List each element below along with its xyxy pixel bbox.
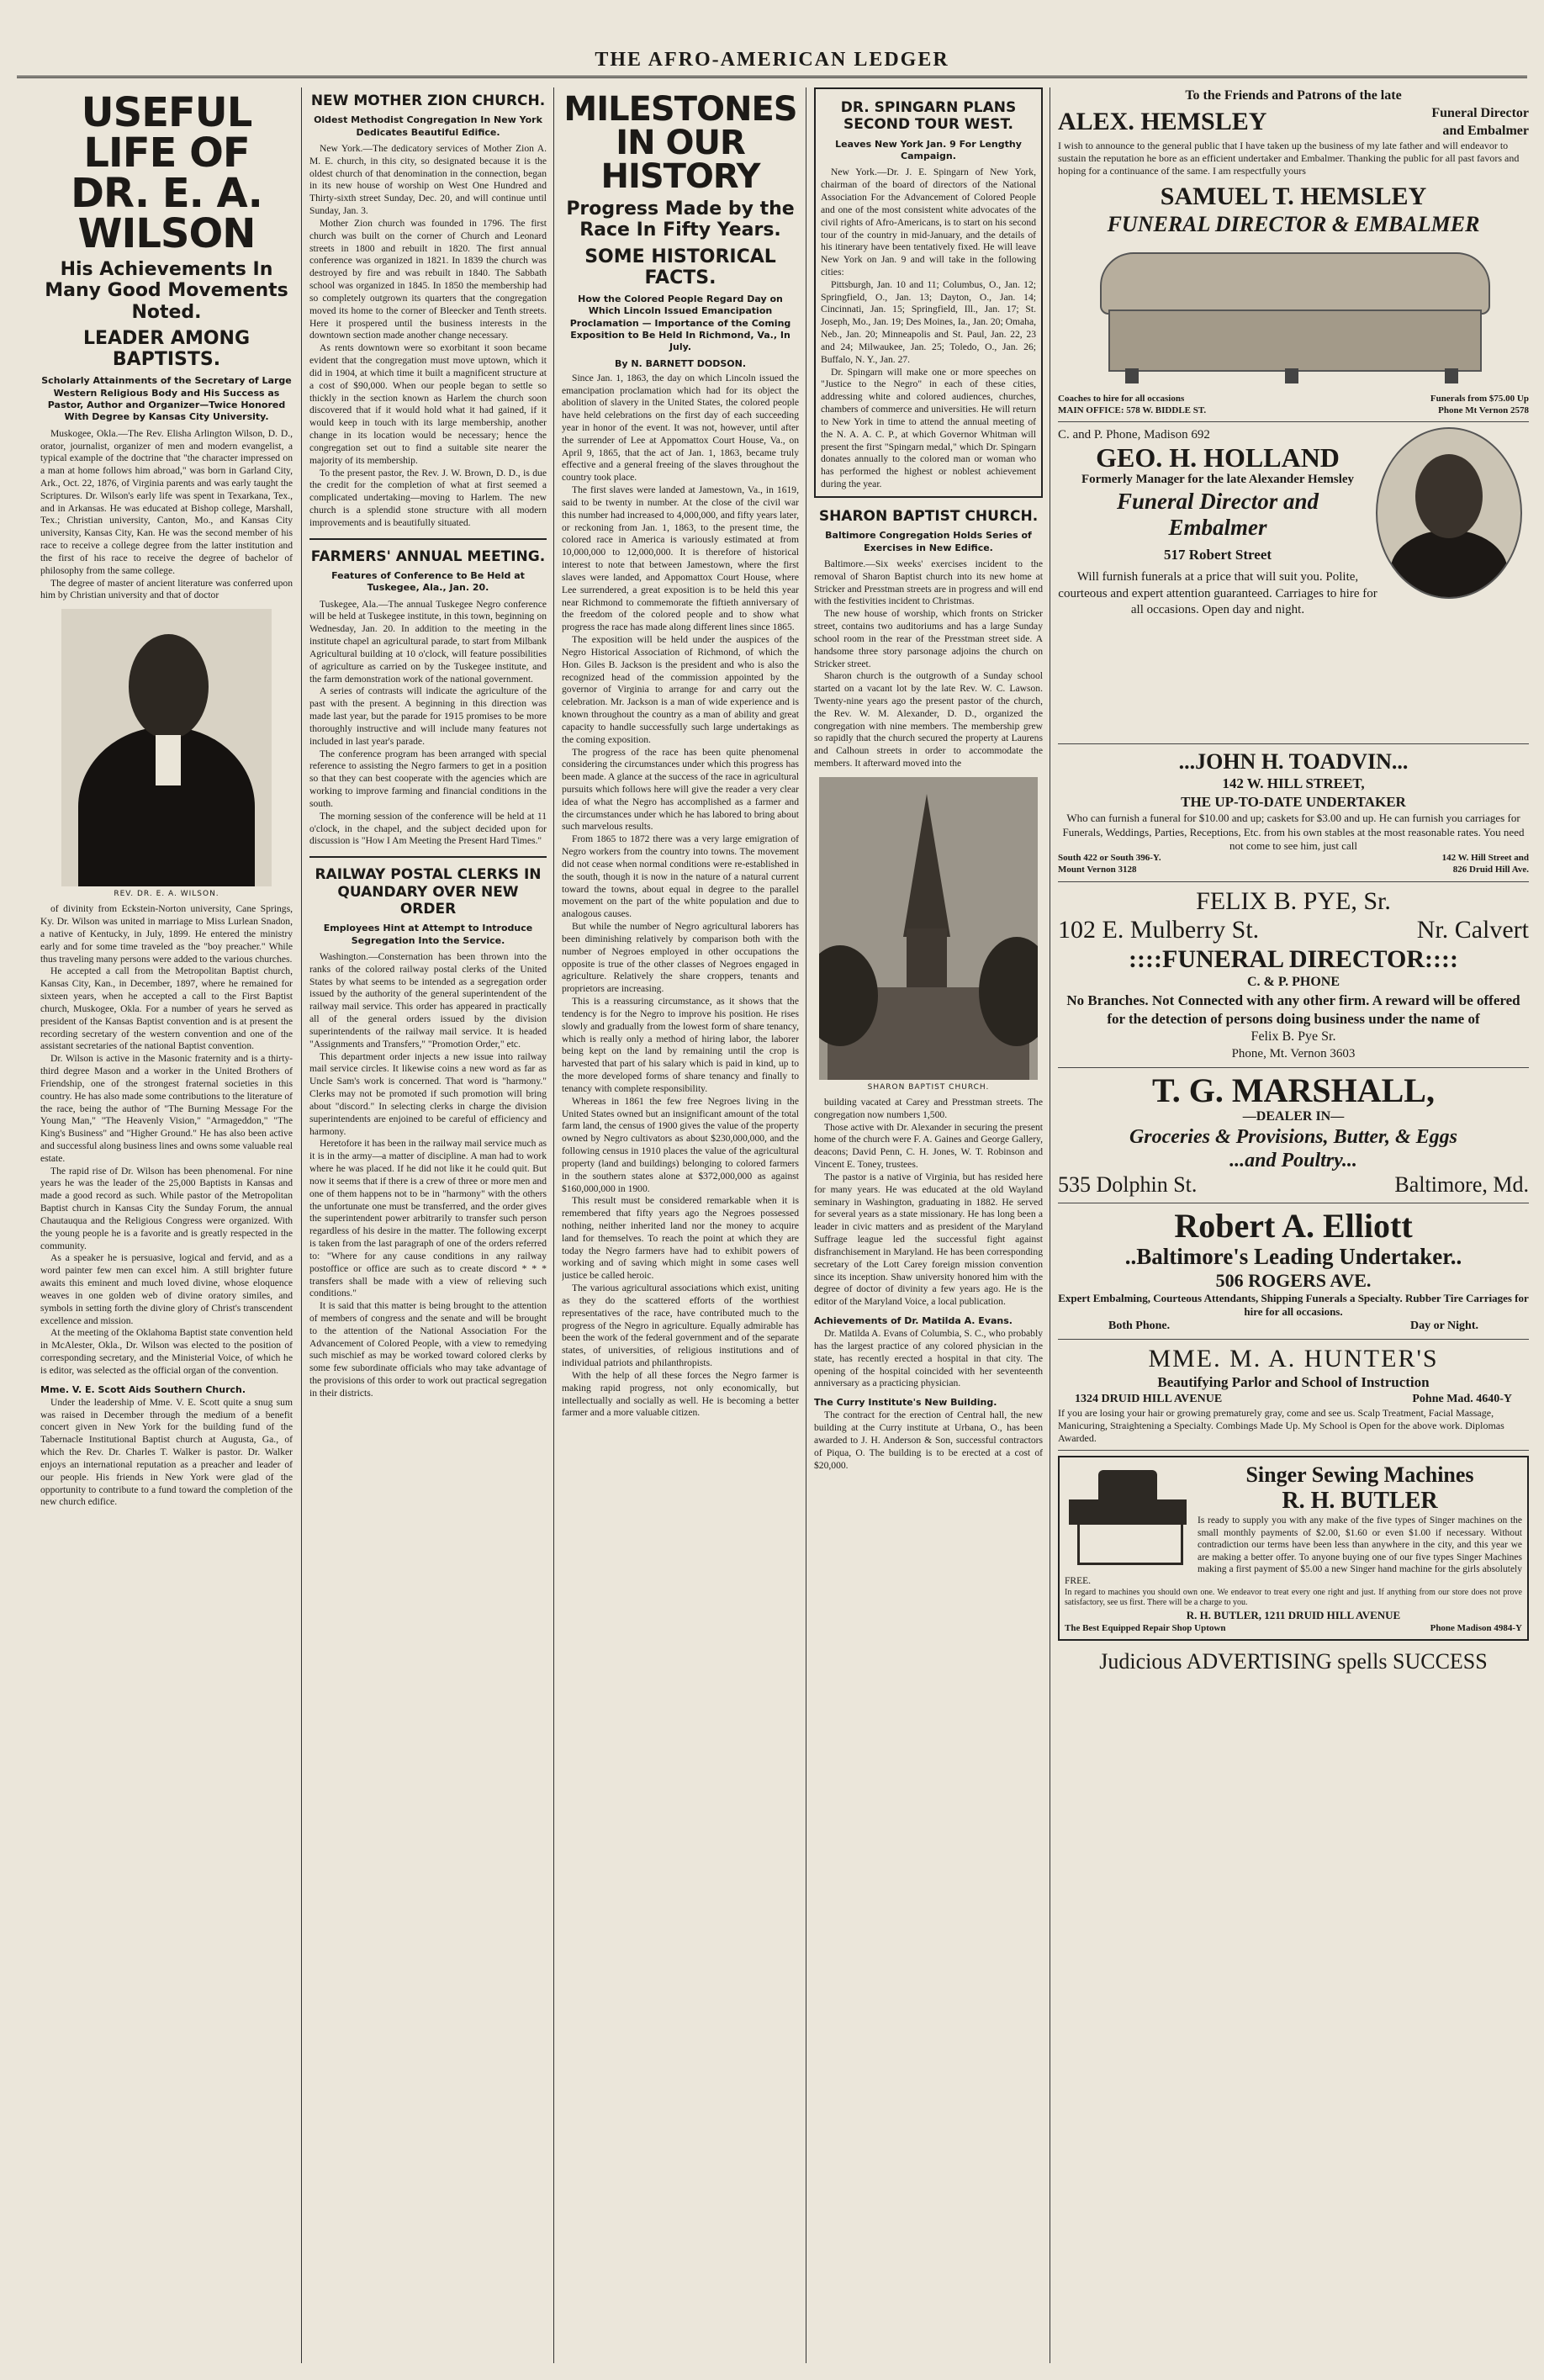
article-paragraph: The various agricultural associations which exist, uniting as they do the scattered efforts of the worthiest representatives of the race, have contributed much to the progress of the Negro in agriculture. Equally admirable has been the work of the federal government and of the separate states, of universities, of religious institutions and of individual patriots and philanthropists. bbox=[562, 1283, 799, 1369]
article-paragraph: Whereas in 1861 the few free Negroes living in the United States owned but an insignificant amount of the total farm land, the census of 1900 gives the value of the property owned by Negro cultivators as about $230,000,000, and the following census in 1910 places the value of the agricultural property (land and buildings) belonging to colored farmers in the southern states alone at $372,000,000 as against $160,000,000 in 1900. bbox=[562, 1095, 799, 1194]
article-paragraph: This department order injects a new issue into railway mail service circles. It likewise coins a new word as far as Uncle Sam's work is concerned. That word is "harmony." Clerks may not be promoted if such promotion will bring about "discord." In selecting clerks in charge the division superintendents are enjoined to be careful of efficiency and harmony. bbox=[309, 1050, 547, 1137]
ad-text: In regard to machines you should own one. We endeavor to treat every one right and just. If anything from our store does not prove satisfactory, see us first. There will be a charge to you. bbox=[1065, 1587, 1522, 1608]
ad-text: Mount Vernon 3128 bbox=[1058, 864, 1137, 875]
ad-name: T. G. MARSHALL, bbox=[1152, 1071, 1435, 1110]
ad-divider bbox=[1058, 1067, 1529, 1068]
ad-text: R. H. BUTLER, 1211 DRUID HILL AVENUE bbox=[1186, 1608, 1401, 1621]
article-paragraph: Pittsburgh, Jan. 10 and 11; Columbus, O., Jan. 12; Springfield, O., Jan. 13; Dayton, O., Jan. 14; Cincinnati, Jan. 15; Springfield, Ill., Jan. 17; St. Joseph, Mo., Jan. 19; Des Moines, Ia., Jan. 20; Omaha, Neb., Jan. 20; Minneapolis and St. Paul, Jan. 22, 23 and 24; Milwaukee, Jan. 25; Toledo, O., Jan. 26; Buffalo, N. Y., Jan. 27. bbox=[821, 278, 1036, 365]
article-paragraph: The new house of worship, which fronts on Stricker street, contains two auditoriums and has a large Sunday school room in the rear of the Presstman street side. A handsome three story parsonage adjoins the church on Stricker street. bbox=[814, 608, 1043, 669]
spingarn-box bbox=[814, 87, 1043, 498]
ad-text: 1324 DRUID HILL AVENUE bbox=[1075, 1393, 1223, 1406]
ad-text: C. and P. Phone, Madison 692 bbox=[1058, 428, 1210, 442]
column-3 bbox=[562, 87, 799, 2363]
ad-text: ::::FUNERAL DIRECTOR:::: bbox=[1129, 944, 1458, 973]
ad-text: Singer Sewing Machines bbox=[1245, 1462, 1474, 1488]
ad-text: Will furnish funerals at a price that will suit you. Polite, courteous and expert attention guaranteed. Carriages to hire for all occasions. Open day and night. bbox=[1058, 570, 1377, 617]
ad-text: Day or Night. bbox=[1409, 1320, 1478, 1333]
ad-text: —DEALER IN— bbox=[1242, 1109, 1345, 1124]
ad-name: Robert A. Elliott bbox=[1174, 1207, 1413, 1246]
ad-divider bbox=[1058, 1339, 1529, 1340]
deck-postal-clerks: Employees Hint at Attempt to Introduce Segregation Into the Service. bbox=[323, 923, 533, 946]
headline-mother-zion: NEW MOTHER ZION CHURCH. bbox=[310, 93, 546, 109]
article-divider bbox=[309, 538, 547, 540]
article-paragraph: The morning session of the conference will be held at 11 o'clock, in the chapel, and the subject decided upon for discussion is "How I Am Meeting the Present Hard Times." bbox=[309, 810, 547, 847]
ad-text: ...and Poultry... bbox=[1229, 1149, 1357, 1171]
article-paragraph: He accepted a call from the Metropolitan Baptist church, Kansas City, Kan., in December, 1897, where he remained for sixteen years, when he accepted a call to the First Baptist church, Muskogee, Okla. For a number of years he served as president of the Kansas Baptist convention and is at present the recording secretary of the western convention and one of the assistant secretaries of the national Baptist convention. bbox=[40, 965, 293, 1052]
article-paragraph: But while the number of Negro agricultural laborers has been diminishing relatively by comparison both with the number of Negroes employed in other occupations the opposite is true of the other classes of Negroes engaged in agriculture. Relatively the share croppers, tenants and proprietors are increasing. bbox=[562, 921, 799, 995]
ad-text: Baltimore, Md. bbox=[1394, 1172, 1529, 1198]
column-2 bbox=[309, 87, 547, 2363]
deck-wilson-2: LEADER AMONG BAPTISTS. bbox=[82, 327, 251, 371]
ad-text: Coaches to hire for all occasions bbox=[1058, 393, 1185, 404]
ad-text: Expert Embalming, Courteous Attendants, Shipping Funerals a Specialty. Rubber Tire Carriages for hire for all occasions. bbox=[1058, 1291, 1529, 1318]
ad-marshall bbox=[1058, 1073, 1529, 1198]
deck-sharon: Baltimore Congregation Holds Series of Exercises in New Edifice. bbox=[825, 530, 1032, 553]
article-paragraph: The conference program has been arranged with special reference to assisting the Negro farmers to get in a position so that they can best cooperate with the agencies which are working to improve farming and financial conditions in the south. bbox=[309, 748, 547, 809]
deck-spingarn: Leaves New York Jan. 9 For Lengthy Campaign. bbox=[835, 138, 1022, 162]
column-rule bbox=[553, 87, 554, 2363]
ad-text: Nr. Calvert bbox=[1416, 916, 1529, 944]
headline-spingarn: DR. SPINGARN PLANS SECOND TOUR WEST. bbox=[840, 99, 1017, 134]
article-paragraph: The pastor is a native of Virginia, but has resided here for many years. He was educated at the old Wayland seminary in Washington, graduating in 1882. He served for several years as a state missionary. He has long been a leader in civic matters and as president of the Maryland Suffrage league led the successful fight against disfranchisement in Maryland. He has been corresponding secretary of the Lott Carey foreign mission convention since its inception. Shaw university honored him with the degree of doctor of divinity a few years ago. He is the editor of the Maryland Voice, a local publication. bbox=[814, 1171, 1043, 1308]
deck-milestones-1: Progress Made by the Race In Fifty Years. bbox=[566, 198, 795, 241]
deck-wilson-1: His Achievements In Many Good Movements Noted. bbox=[45, 259, 288, 323]
ad-divider bbox=[1058, 421, 1529, 422]
article-paragraph: As a speaker he is persuasive, logical and fervid, and as a word painter few men can excel him. A still brighter future awaits this eminent and much loved divine, whose eloquence weaves in one golden web of divine oratory similes, and symbols in setting forth the divine glory of Christ's transcendent excellence and mission. bbox=[40, 1252, 293, 1326]
column-4 bbox=[814, 87, 1043, 2363]
ad-text: Felix B. Pye Sr. bbox=[1251, 1029, 1336, 1045]
photo-caption: SHARON BAPTIST CHURCH. bbox=[867, 1082, 990, 1092]
article-paragraph: The progress of the race has been quite phenomenal considering the circumstances under which this progress has been made. A glance at the success of the race in agricultural pursuits which follows here will give the reader a very clear idea of what the Negro has accomplished as a farmer and the circumstances under which he has labored to bring about such marvelous results. bbox=[562, 746, 799, 833]
article-paragraph: With the help of all these forces the Negro farmer is making rapid progress, not only economically, but intellectually and socially as well. He is becoming a better farmer and a more valuable citizen. bbox=[562, 1369, 799, 1419]
headline-postal-clerks: RAILWAY POSTAL CLERKS IN QUANDARY OVER NEW ORDER bbox=[315, 866, 542, 918]
ad-text: To the Friends and Patrons of the late bbox=[1185, 88, 1402, 103]
article-paragraph: Those active with Dr. Alexander in securing the present home of the church were F. A. Gaines and George Gallery, deacons; David Penn, C. H. Jones, W. T. Robinson and Vincent E. Toney, trustees. bbox=[814, 1121, 1043, 1171]
ad-divider bbox=[1058, 743, 1529, 744]
article-divider bbox=[309, 856, 547, 858]
ad-elliott bbox=[1058, 1209, 1529, 1333]
ad-text: 506 ROGERS AVE. bbox=[1215, 1270, 1372, 1292]
ad-text: South 422 or South 396-Y. bbox=[1058, 853, 1161, 864]
ad-text: The Best Equipped Repair Shop Uptown bbox=[1065, 1622, 1226, 1633]
subhead: Mme. V. E. Scott Aids Southern Church. bbox=[40, 1383, 246, 1395]
ad-name: MME. M. A. HUNTER'S bbox=[1148, 1344, 1439, 1372]
ads-column bbox=[1058, 87, 1529, 2363]
article-paragraph: Under the leadership of Mme. V. E. Scott quite a snug sum was raised in December through the medium of a benefit concert given in New York for the building fund of the Tabernacle Institutional Baptist church at Augusta, Ga., of which the Rev. Dr. Charles T. Walker is pastor. Dr. Walker enjoys an international reputation as a preacher and leader of our people. His friends in New York were glad of the opportunity to contribute to a fund toward the completion of the new church edifice. bbox=[40, 1396, 293, 1508]
article-paragraph: The degree of master of ancient literature was conferred upon him by Christian university and that of doctor bbox=[40, 577, 293, 601]
ad-holland bbox=[1058, 427, 1529, 738]
casket-illustration bbox=[1092, 244, 1495, 387]
headline-wilson: USEFUL LIFE OF DR. E. A. WILSON bbox=[71, 89, 262, 257]
ad-text: Beautifying Parlor and School of Instruction bbox=[1157, 1374, 1430, 1391]
article-paragraph: Washington.—Consternation has been thrown into the ranks of the colored railway postal clerks of the United States by what seems to be intended as a segregation order issued by the authority of the general superintendent of the railway mail service. This order has appeared in practically all of the general orders issued by the division superintendents of the railway mail service. It is headed "Assignments and Transfers," "Promotion Order," etc. bbox=[309, 950, 547, 1050]
ad-text: Funeral Director and bbox=[1116, 488, 1319, 514]
headline-milestones: MILESTONES IN OUR HISTORY bbox=[563, 90, 797, 196]
article-paragraph: From 1865 to 1872 there was a very large emigration of Negro workers from the country into towns. The movement did not cease when normal conditions were re-established in the south, though it is now in the nature of a natural current toward the towns, about equal in degree to the parallel movement on the part of the white population and due to analogous causes. bbox=[562, 833, 799, 920]
ad-text: THE UP-TO-DATE UNDERTAKER bbox=[1181, 794, 1406, 811]
ad-text: I wish to announce to the general public that I have taken up the business of my late father and will endeavor to sustain the reputation he bore as an efficient undertaker and Embalmer. Thanking the public for all past favors and hoping for a continuance of the same. I am respectfully yours bbox=[1058, 140, 1520, 177]
ad-divider bbox=[1058, 881, 1529, 882]
ad-divider bbox=[1058, 1450, 1529, 1451]
masthead-rule bbox=[17, 76, 1527, 78]
byline: By N. BARNETT DODSON. bbox=[614, 357, 747, 369]
article-paragraph: building vacated at Carey and Presstman streets. The congregation now numbers 1,500. bbox=[814, 1096, 1043, 1120]
deck-milestones-3: How the Colored People Regard Day on Which Lincoln Issued Emancipation Proclamation — Importance of the Coming Exposition to Be Held In Richmond, Va., In July. bbox=[569, 294, 791, 353]
ad-text: 517 Robert Street bbox=[1163, 546, 1272, 563]
ad-text: No Branches. Not Connected with any other firm. A reward will be offered for the detection of persons doing business under the name of bbox=[1066, 992, 1520, 1027]
ad-hunter bbox=[1058, 1345, 1529, 1446]
ad-text: Pohne Mad. 4640-Y bbox=[1412, 1393, 1512, 1406]
ad-text: 142 W. Hill Street and bbox=[1441, 853, 1529, 864]
ad-text: ..Baltimore's Leading Undertaker.. bbox=[1124, 1244, 1462, 1270]
ad-name: ALEX. HEMSLEY bbox=[1058, 108, 1267, 136]
subhead: Achievements of Dr. Matilda A. Evans. bbox=[814, 1315, 1013, 1327]
ad-text: 142 W. HILL STREET, bbox=[1222, 775, 1365, 792]
ad-text: Who can furnish a funeral for $10.00 and up; caskets for $3.00 and up. He can furnish you carriages for Funerals, Weddings, Parties, Receptions, Etc. from his own stables at the most reasonable rates. You need not come to see him, just call bbox=[1062, 812, 1525, 852]
portrait-holland-photo bbox=[1376, 427, 1522, 599]
ad-butler bbox=[1058, 1456, 1529, 1641]
photo-caption: REV. DR. E. A. WILSON. bbox=[114, 890, 219, 899]
deck-milestones-2: SOME HISTORICAL FACTS. bbox=[584, 246, 776, 288]
ad-text: Embalmer bbox=[1168, 514, 1267, 540]
ad-text: Judicious ADVERTISING spells SUCCESS bbox=[1099, 1649, 1488, 1674]
ad-toadvin bbox=[1058, 749, 1529, 875]
headline-farmers: FARMERS' ANNUAL MEETING. bbox=[310, 547, 546, 565]
article-paragraph: The contract for the erection of Central hall, the new building at the Curry institute at Urbana, O., has been awarded to J. H. Anderson & Son, successful contractors of Piqua, O. The building is to be erected at a cost of $20,000. bbox=[814, 1409, 1043, 1471]
ad-text: Funeral Director bbox=[1431, 105, 1529, 120]
article-paragraph: Mother Zion church was founded in 1796. The first church was built on the corner of Church and Leonard streets in 1800 and rebuilt in 1820. The first annual conference was organized in 1821. In 1839 the church was destroyed by fire and was rebuilt in 1840. The Sabbath school was organized in 1845. In 1850 the membership had so completely outgrown its quarters that the congregation moved its home to the corner of Bleecker and Tenth streets. Here it prospered until the business interests in the downtown section made another change necessary. bbox=[309, 217, 547, 341]
column-rule bbox=[301, 87, 302, 2363]
article-paragraph: The first slaves were landed at Jamestown, Va., in 1619, said to be twenty in number. At the close of the civil war this number had increased to 4,000,000, and fifty years later, or reckoning from Jan. 1, 1863, to the present time, the colored race in America is variously estimated at from 10,000,000 to 12,000,000. It is therefore of historical interest to note that between Jamestown, where the first slaves were landed, and Appomattox Court House, where Lee surrendered, a great exposition is to be held this year near Richmond to commemorate the fiftieth anniversary of the freedom of the colored people and to show what progress the race has made along different lines since 1865. bbox=[562, 484, 799, 633]
article-paragraph: The rapid rise of Dr. Wilson has been phenomenal. For nine years he was the leader of the 25,000 Baptists in Kansas and made a good record as such. While pastor of the Metropolitan Baptist church in Kansas City the Sunday Forum, the annual Chautauqua and the Religious Congress were organized. With the young people he is a favorite and is greatly respected in the community. bbox=[40, 1165, 293, 1251]
article-paragraph: Heretofore it has been in the railway mail service much as it is in the army—a matter of discipline. A man had to work where he was placed. If he did not like it he could quit. But now it seems that if there is a crew of three or more men and one of them happens not to be in "harmony" with the others the unfortunate one must be transferred, and the order gives the superintendent power arbitrarily to transfer such person regardless of his desire in the matter. The following excerpt is taken from the last paragraph of one of the orders referred to: "Where for any cause conditions in any railway postoffice or office are such as to create discord * * * transfers shall be made with a view of relieving such conditions." bbox=[309, 1138, 547, 1299]
ad-text: C. & P. PHONE bbox=[1246, 975, 1340, 990]
ad-name: FELIX B. PYE, Sr. bbox=[1196, 886, 1391, 915]
ad-text: 535 Dolphin St. bbox=[1058, 1172, 1198, 1198]
deck-wilson-3: Scholarly Attainments of the Secretary of Large Western Religious Body and His Success as Pastor, Author and Organizer—Twice Honored With Degree by Kansas City University. bbox=[41, 375, 292, 423]
sharon-church-photo bbox=[819, 777, 1038, 1080]
ad-name: R. H. BUTLER bbox=[1282, 1488, 1438, 1515]
masthead: THE AFRO-AMERICAN LEDGER bbox=[595, 49, 949, 71]
article-paragraph: It is said that this matter is being brought to the attention of members of congress and the senate and will be brought to the attention of the National Association For the Advancement of Colored People, with a view to remedying such mischief as may be worked toward colored clerks by some few subordinate officials who may take advantage of the provisions of this order to work out practical segregation in their districts. bbox=[309, 1300, 547, 1399]
article-paragraph: This result must be considered remarkable when it is remembered that fifty years ago the Negroes possessed nothing, neither inherited land nor the money to acquire land for themselves. To reach the point at which they are today the Negro farmers have had to exhibit powers of working and of saving which might in some cases well justice be called heroic. bbox=[562, 1195, 799, 1282]
ad-text: FUNERAL DIRECTOR & EMBALMER bbox=[1107, 211, 1480, 236]
ad-name: SAMUEL T. HEMSLEY bbox=[1160, 182, 1427, 211]
ad-text: Both Phone. bbox=[1108, 1320, 1171, 1333]
ad-text: Phone Mt Vernon 2578 bbox=[1438, 405, 1529, 415]
ad-text: 102 E. Mulberry St. bbox=[1058, 916, 1260, 944]
deck-farmers: Features of Conference to Be Held at Tuskegee, Ala., Jan. 20. bbox=[331, 570, 525, 594]
ad-text: Funerals from $75.00 Up bbox=[1430, 393, 1529, 404]
portrait-wilson-photo bbox=[61, 609, 272, 886]
ad-text: Formerly Manager for the late Alexander Hemsley bbox=[1081, 473, 1355, 487]
article-paragraph: Baltimore.—Six weeks' exercises incident to the removal of Sharon Baptist church into its new home at Stricker and Presstman streets are in progress and will end with the festivities incident to Christmas. bbox=[814, 558, 1043, 607]
article-paragraph: New York.—Dr. J. E. Spingarn of New York, chairman of the board of directors of the National Association For the Advancement of Colored People and one of the most consistent white advocates of the civil rights of Afro-Americans, is to start on his second tour of the country in mid-January, and the details of his itinerary have been tentatively fixed. He will leave New York on Jan. 9 and will take in the following cities: bbox=[821, 167, 1036, 278]
ad-text: MAIN OFFICE: 578 W. BIDDLE ST. bbox=[1058, 405, 1207, 415]
article-paragraph: Dr. Spingarn will make one or more speeches on "Justice to the Negro" in each of these cities, addressing white and colored audiences, churches, chambers of commerce and universities. He will return to New York in time to attend the annual meeting of the N. A. A. C. P., at which Governor Whitman will present the first "Spingarn medal," which Dr. Spingarn donates annually to the colored man or woman who has performed the highest or noblest achievement during the year. bbox=[821, 366, 1036, 490]
article-paragraph: As rents downtown were so exorbitant it soon became evident that the congregation must move uptown, which it did in 1904, at which time it built a magnificent structure at a cost of $90,000. When our people began to settle so thickly in the section known as Harlem the church soon discovered that if it would hold what it had gained, if it would keep in touch with its large membership, another change in its location would be necessary; hence the congregation set out to find a suitable site nearer the majority of its membership. bbox=[309, 342, 547, 466]
article-paragraph: This is a reassuring circumstance, as it shows that the tendency is for the Negro to improve his position. He rises slowly and gradually from the lowest form of share tenancy, which is really only a method of hiring labor, the laborer being kept on the land by remaining until the crop is harvested that part of his salary which is paid in kind, up to the more developed forms of share tenancy and finally to tenancy with complete responsibility. bbox=[562, 996, 799, 1094]
article-paragraph: At the meeting of the Oklahoma Baptist state convention held in McAlester, Okla., Dr. Wilson was elected to the position of corresponding secretary, and the Ministerial Voice, of which he is editor, was selected as the official organ of the convention. bbox=[40, 1327, 293, 1376]
ad-text: Is ready to supply you with any make of the five types of Singer machines on the small monthly payments of $2.00, $1.60 or even $1.00 if necessary. Without contradiction our terms have been less than anywhere in the city, and this year we are making a better offer. To anyone buying one of our five types Singer Machines making a first payment of $5.00 a new Singer hand machine for the girls absolutely FREE. bbox=[1065, 1515, 1522, 1587]
ad-hemsley bbox=[1058, 87, 1529, 416]
ad-text: Phone, Mt. Vernon 3603 bbox=[1231, 1046, 1356, 1060]
ad-name: ...JOHN H. TOADVIN... bbox=[1178, 749, 1409, 775]
article-paragraph: Since Jan. 1, 1863, the day on which Lincoln issued the emancipation proclamation which had for its object the abolition of slavery in the United States, the colored people have held celebrations on the first day of each succeeding year in honor of the event. It was not, however, until after the surrender of Lee at Appomattox Court House, Va., on April 9, 1865, that the act of Jan. 1, 1863, became truly effective and a general freeing of the slaves throughout the country took place. bbox=[562, 372, 799, 484]
ad-text: Groceries & Provisions, Butter, & Eggs bbox=[1129, 1126, 1458, 1149]
headline-sharon: SHARON BAPTIST CHURCH. bbox=[818, 507, 1039, 525]
ad-name: GEO. H. HOLLAND bbox=[1096, 442, 1340, 473]
article-paragraph: A series of contrasts will indicate the agriculture of the past with the present. A beginning in this direction was made last year, but the parade for 1915 promises to be more thoroughly instructive and will include many features not included in last year's parade. bbox=[309, 685, 547, 747]
article-paragraph: The exposition will be held under the auspices of the Negro Historical Association of Richmond, of which the Hon. Giles B. Jackson is the president and who is also the recognized head of the commission appointed by the governor of Virginia to arrange for and carry out the celebration. Mr. Jackson is a man of wide experience and is known throughout the country as a man of ability and great capacity to handle successfully such large undertakings as the coming exposition. bbox=[562, 634, 799, 745]
ad-pye bbox=[1058, 887, 1529, 1063]
article-paragraph: Dr. Wilson is active in the Masonic fraternity and is a thirty-third degree Mason and a worker in the United Brothers of Friendship, one of the strongest fraternal societies in this country. He has also made some contributions to the literature of the race, being the author of "The Burning Message For the Young Man," "The Heavenly Vision," "Armageddon," "The King's Business" and "Higher Ground." He has also been active and successful along business lines and owns some valuable real estate. bbox=[40, 1053, 293, 1164]
article-paragraph: of divinity from Eckstein-Norton university, Cane Springs, Ky. Dr. Wilson was united in marriage to Miss Lurlean Snadon, a native of Kentucky, in July, 1899. He entered the ministry early and for some time traveled as the "boy preacher." While thus traveling many persons were added to the various churches. bbox=[40, 903, 293, 965]
ad-text: 826 Druid Hill Ave. bbox=[1452, 864, 1529, 875]
subhead: The Curry Institute's New Building. bbox=[814, 1397, 997, 1409]
ad-text: and Embalmer bbox=[1442, 123, 1529, 138]
deck-mother-zion: Oldest Methodist Congregation In New York Dedicates Beautiful Edifice. bbox=[314, 114, 542, 138]
article-paragraph: To the present pastor, the Rev. J. W. Brown, D. D., is due the credit for the completion of what at first seemed a complicated undertaking—moving to Harlem. The new church is a splendid stone structure with all modern improvements and is beautifully situated. bbox=[309, 467, 547, 528]
article-paragraph: Tuskegee, Ala.—The annual Tuskegee Negro conference will be held at Tuskegee institute, in this town, beginning on Wednesday, Jan. 20. In addition to the meeting in the institute chapel an agricultural parade, to start from Milbank Agricultural building at 10 o'clock, will feature possibilities of agriculture as carried on by the Tuskegee institute, and the farm demonstration work of the national government. bbox=[309, 598, 547, 685]
column-1 bbox=[40, 87, 293, 2363]
sewing-machine-illustration bbox=[1065, 1466, 1191, 1567]
article-paragraph: New York.—The dedicatory services of Mother Zion A. M. E. church, in this city, so designated because it is the oldest church of that denomination in the connection, began in its new house of worship on West One Hundred and Thirty-sixth street Sunday, Dec. 20, and will continue until Sunday, Jan. 3. bbox=[309, 142, 547, 217]
article-paragraph: Muskogee, Okla.—The Rev. Elisha Arlington Wilson, D. D., orator, journalist, organizer of men and modern evangelist, a typical example of the doctrine that "the character impressed on a man at home follows him abroad," was born in Garland City, Ark., Oct. 22, 1876, of Virginia parents and was early taught the Scriptures. Dr. Wilson's early life was spent in Texarkana, Tex., and in Arkansas. He was educated at Bishop college, Marshall, Tex.; Christian university, Canton, Mo., and Kansas City university, Kansas City, Kan. He was the second member of his race to receive a college degree from the latter institution and the first of his race to receive the degree of bachelor of philosophy from the same college. bbox=[40, 427, 293, 576]
ad-text: Phone Madison 4984-Y bbox=[1430, 1622, 1522, 1633]
article-paragraph: Dr. Matilda A. Evans of Columbia, S. C., who probably has the largest practice of any colored physician in the state, has recently erected a hospital in that city. The opening of the hospital coincided with her seventeenth anniversary as a practicing physician. bbox=[814, 1328, 1043, 1389]
ad-footer bbox=[1058, 1649, 1529, 1674]
article-paragraph: Sharon church is the outgrowth of a Sunday school started on a vacant lot by the late Rev. W. C. Lawson. Twenty-nine years ago the present pastor of the church, the Rev. W. M. Alexander, D. D., organized the congregation with nine members. The membership grew so rapidly that the church secured the property at Laurens and Calhoun streets in order to accommodate the members. It afterward moved into the bbox=[814, 670, 1043, 770]
ad-text: If you are losing your hair or growing prematurely gray, come and see us. Scalp Treatment, Facial Massage, Manicuring, Straightening a Specialty. Combings Made Up. My School is Open for the above work. Diplomas Awarded. bbox=[1058, 1407, 1504, 1445]
